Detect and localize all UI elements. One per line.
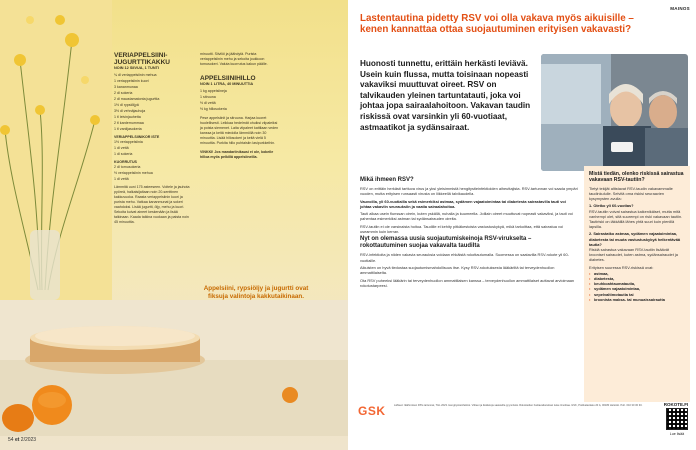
recipe-jam [200,52,280,161]
sidebox-list-title: Erityisen suuressa RSV-riskissä ovat: [589,264,654,270]
paragraph: Vauvoilla, yli 60-vuotiailla sekä esimerkiksi astmaa, sydämen vajaatoimintaa tai diabetesta sairastavilla tauti voi johtaa vakaviin seurauksiin ja vaatia sairaalahoitoa. [360,198,566,209]
paragraph: RSV-infektioita ja niiden vakavia seurauksia voidaan ehkäistä rokottautumalla. Suomessa on saatavilla RSV-rokote yli 60-vuotiaille. [360,252,569,263]
sidebox-answer-2: Riskiä sairastua vakavaan RSV-tautiin lisäävät krooniset sairaudet, kuten astma, sydänsairaudet ja diabetes. [589,247,678,263]
risk-list [589,271,685,302]
recipe-jam-title: APPELSIINIHILLO [200,75,256,82]
sidebox-intro: Tietyt tekijät altistavat RSV-taudin vakavammalle taudinkululle. Selvitä oma riskisi seuraavien kysymysten avulla: [589,185,673,202]
ingredient: 1½ dl rypsiöljyä [114,103,139,107]
recipe-cake-title: VERIAPPELSIINI-JUGURTTIKAKKU [114,52,170,66]
magazine-logo: et [14,437,20,443]
list-item: • astmaa, [589,271,685,276]
ingredient: 2 tl kardemummaa [114,121,144,125]
ingredient: 2 dl tomusokeria [114,165,141,169]
risk-sidebox [584,166,690,402]
ingredient: 3 kananmunaa [114,85,138,89]
gsk-logo: GSK [358,404,386,418]
ingredient: 1 dl vettä [114,177,129,181]
list-item: • sepelvaltimotautia tai [589,292,685,297]
ingredient: ½ veriappelsiinin mehua [114,171,153,175]
recipe-cake-steps: Lämmitä uuni 175 asteeseen. Voitele ja jauhota pyöreä, halkaisijaltaan noin 20-senttinen kakkuvuoka. Raasta veriappelsiinin kuori ja purista mehu. Vatkaa kananmunat ja sokeri vaahdoksi. Lisää jugurtti, öljy, mehu ja kuori. Sekoita kuivat aineet keskenään ja lisää taikinaan. Kaada taikina vuokaan ja paista noin 45 minuuttia. [114,185,190,224]
cake-oranges-image [0,300,348,436]
paragraph: Ota RSV puheeksi lääkärin tai terveydenhuollon ammattilaisen kanssa – terveydenhuollon ammattilaiset auttavat arvioimaan rokotustarpeesi. [360,277,575,288]
read-more-label: Lue lisää [669,432,685,436]
ingredient: ½ dl vettä [200,101,216,105]
recipe-cake-continued: minuutti. Siivilöi ja jäähdytä. Purista veriappelsiinin mehu ja sekoita joukkoon tomusokeri. Valuta kuorrutus kakun päälle. [200,52,268,66]
sidebox-answer-1: RSV-tautiin voivat sairastua kaikenikäiset, mutta mitä vanhempi olet, sitä suurempi on riski vakavaan tautiin. Tautiriski on iäkkäillä lähes yhtä suuri kuin pienillä lapsilla. [589,208,683,230]
glaze-title: VERIAPPELSIINIKOR ISTE [114,135,160,139]
ingredient: 2 dl maustamatonta jugurttia [114,97,160,101]
article-lead: Huonosti tunnettu, erittäin herkästi leviävä. Usein kuin flussa, mutta toisinaan nopeasti vakaviksi muuttuvat oireet. RSV on talvikauden yleinen tartuntatauti, joka voi johtaa jopa sairaalahoitoon. Vakavan taudin riskissä ovat varsinkin yli 60-vuotiaat, astmaatikot ja sydänsairaat. [360,59,531,132]
paragraph: Tauti alkaa usein flunssan oirein, kuten yskällä, nuhalla ja kuumeella. Joillain oireet muuttuvat nopeasti vakaviksi, ja tauti voi pahentaa esimerkiksi astman tai sydänsairauden oireita. [360,211,573,222]
list-item: • keuhkoahtaumatautia, [589,281,685,286]
ingredient: 2 dl sokeria [114,91,133,95]
article-title: Lastentautina pidetty RSV voi olla vakava myös aikuisille – kenen kannattaa ottaa suojautuminen erityisen vakavasti? [360,13,634,36]
recipe-jam-tip: VINKKI! Jos mandariinikausi ei ole, kokeile hilloa myös pelkillä appelsiineilla. [200,150,274,159]
paragraph: RSV on erittäin herkästi tarttuva virus ja yksi yleisimmistä hengitystieinfektioiden aiheuttajista. RSV-tartunnan voi saada ympäri vuoden, mutta erityisen runsaasti virusta on liikkeellä talvikaudella. [360,186,578,197]
ingredient: 1 kg appelsiineja [200,89,227,93]
sidebox-question-1: 1. Oletko yli 60-vuotias? [589,203,634,209]
rokote-link[interactable]: ROKOTE.FI [663,402,689,407]
issue-number: 2/2023 [20,437,37,443]
qr-code-icon[interactable] [666,408,688,430]
section-heading-2: Nyt on olemassa uusia suojautumiskeinoja RSV-virukselta – rokottautuminen suojaa vakavalta taudilta [360,236,532,250]
recipe-jam-servings: NOIN 1 LITRA, 40 MINUUTTIA [200,82,254,86]
recipe-jam-steps: Pese appelsiinit ja sitruuna. Harjaa kuoret huolellisesti. Leikkaa hedelmät ohuiksi viipaleiksi ja poista siemenet. Laita viipaleet kattilaan veden kanssa ja keitä miedolla lämmöllä noin 30 minuuttia. Lisää hillosokeri ja keitä vielä 5 minuuttia. Purkita hillo puhtaisiin lasipurkkeihin. [200,116,279,145]
paragraph: RSV-tautiin ei ole varsinaista hoitoa. Taudille ei kehity pitkäkestoista vastustuskykyä, mikä tarkoittaa, että sairastua voi useammin kuin kerran. [360,223,563,235]
ingredient: 1 tl leivinjauhetta [114,115,141,119]
right-page [348,0,696,450]
ingredient: 1 veriappelsiinin kuori [114,79,149,83]
page-number: 54 [8,437,14,443]
section-heading-1: Mikä ihmeen RSV? [360,177,414,183]
list-item: • sydämen vajaatoimintaa, [589,286,685,291]
ingredient: 3½ dl vehnäjauhoja [114,109,146,113]
paragraph: Aikuisten on hyvä tiedostaa suojautumismahdollisuus itse. Kysy RSV-rokotuksesta lääkäriltä tai terveydenhuollon ammattilaiselta. [360,264,555,276]
recipe-cake-servings: NOIN 12 SIIVUA, 1 TUNTI [114,66,159,70]
page-footer [8,437,36,443]
sidebox-question-2: 2. Sairastatko astmaa, sydämen vajaatoimintaa, diabetesta tai muuta vastustuskykyä heikentävää tautia? [589,231,681,247]
references-text: Lähteet: Ikäihmisten RSV-tartunnat, THL 2023. Hengitystieinfektiot. Viitteet ja lisätietoja saatavilla pyynnöstä. Rokotteiden haittavaikutukset tulee ilmoittaa. GSK, Porkkalankatu 20 A, 00180 Helsinki. Puh. 010 30 30 30. [394,404,643,407]
ingredient: 1 dl sokeria [114,152,133,156]
ingredient: ½ kg hillosokeria [200,107,227,111]
ingredient: 1 tl vaniljasokeria [114,127,142,131]
recipe-cake [114,52,190,226]
flowers-vase-image [0,0,112,300]
article-body [360,175,578,290]
advertisement-label: MAINOS [670,6,690,11]
pull-quote: Appelsiini, rypsiöljy ja jugurtti ovat fiksuja valintoja kakkutaikinaan. [203,285,309,300]
ingredient: 1½ veriappelsiinia [114,140,143,144]
topping-title: KUORRUTUS [114,160,137,164]
list-item: • kroonista maksa- tai munuaissairautta [589,297,685,302]
ingredient: ¾ dl veriappelsiinin mehua [114,73,157,77]
sidebox-title: Mistä tiedän, olenko riskissä sairastua vakavaan RSV-tautiin? [589,171,684,184]
elderly-couple-photo [541,54,688,171]
ingredient: 1 sitruuna [200,95,216,99]
ingredient: 1 dl vettä [114,146,129,150]
list-item: • diabetesta, [589,276,685,281]
